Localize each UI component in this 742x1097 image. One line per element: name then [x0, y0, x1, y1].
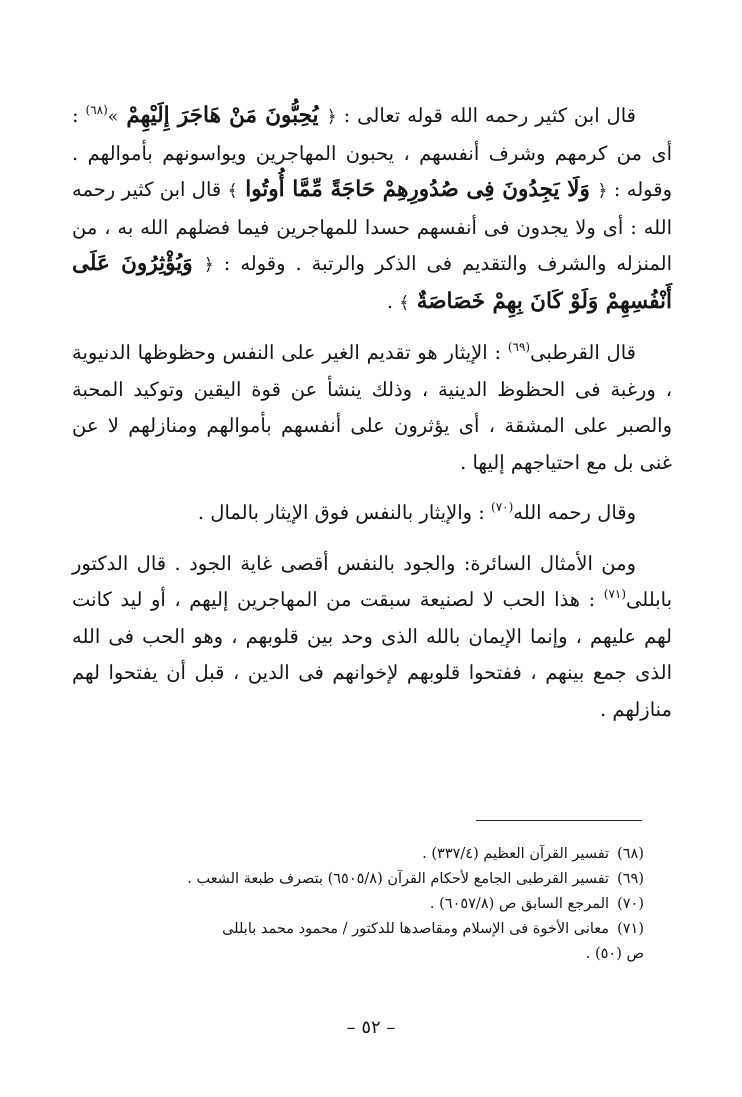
- footnote-number: (٦٨): [617, 846, 644, 862]
- text-run: قال ابن كثير رحمه الله : أى ولا يجدون فى أنفسهم حسدا للمهاجرين فيما فضلهم الله به ، من المنزله والشرف والتقديم فى الذكر والرتبة . وقوله :: [72, 178, 672, 275]
- paragraph-4: [72, 546, 672, 729]
- quran-close-bracket: ﴾: [399, 292, 410, 313]
- quran-close-bracket: »: [107, 107, 119, 127]
- footnote-text: معانى الأخوة فى الإسلام ومقاصدها للدكتور / محمود محمد بابللى: [222, 921, 610, 937]
- footnote-70: [74, 892, 644, 917]
- text-run: : الإيثار هو تقديم الغير على النفس وحظوظها الدنيوية ، ورغبة فى الحظوظ الدينية ، وذلك ينشأ عن قوة اليقين وتوكيد المحبة والصبر على المشقة ، أى يؤثرون على أنفسهم بأموالهم ومنازلهم لا عن غنى بل مع احتياجهم إليها .: [72, 341, 672, 474]
- quran-open-bracket: ﴿: [203, 255, 214, 275]
- footnote-text: تفسير القرآن العظيم (٣٣٧/٤) .: [422, 846, 610, 862]
- text-run: : والإيثار بالنفس فوق الإيثار بالمال .: [197, 501, 492, 524]
- page-number: – ٥٢ –: [346, 1017, 396, 1038]
- footnote-71-continuation: ص (٥٠) .: [585, 946, 644, 962]
- footnote-text: تفسير القرطبى الجامع لأحكام القرآن (٦٥٠٥/٨) بتصرف طبعة الشعب .: [187, 871, 610, 887]
- text-run: : أى من كرمهم وشرف أنفسهم ، يحبون المهاجرين ويواسونهم بأموالهم . وقوله :: [72, 104, 672, 201]
- paragraph-1: [72, 98, 672, 321]
- paragraph-3: [72, 495, 672, 532]
- quran-verse: وَلَا يَجِدُونَ فِى صُدُورِهِمْ حَاجَةً مِّمَّا أُوتُوا: [237, 177, 598, 202]
- text-run: قال القرطبى: [530, 341, 636, 364]
- text-run: ومن الأمثال السائرة: والجود بالنفس أقصى غاية الجود . قال الدكتور بابللى: [72, 551, 672, 611]
- footnote-71: [74, 917, 644, 942]
- text-run: قال ابن كثير رحمه الله قوله تعالى :: [336, 104, 636, 127]
- quran-open-bracket: ﴿: [326, 107, 337, 127]
- paragraph-2: [72, 335, 672, 481]
- footnote-number: (٧١): [617, 921, 644, 937]
- footnote-ref: (٦٩): [507, 340, 531, 354]
- quran-verse: يُحِبُّونَ مَنْ هَاجَرَ إِلَيْهِمْ: [118, 103, 327, 128]
- main-text: [72, 98, 672, 742]
- footnote-69: [74, 867, 644, 892]
- footnotes: [74, 842, 644, 967]
- text-run: .: [386, 289, 400, 313]
- quran-close-bracket: ﴾: [227, 181, 238, 201]
- footnote-ref: (٧١): [603, 587, 627, 601]
- quran-open-bracket: ﴿: [597, 181, 608, 201]
- text-run: : هذا الحب لا لصنيعة سبقت من المهاجرين إليهم ، أو ليد كانت لهم عليهم ، وإنما الإيمان بالله الذى وحد بين قلوبهم ، وهو الحب فى الله الذى جمع بينهم ، ففتحوا قلوبهم لإخوانهم فى الدين ، قبل أن يفتحوا لهم منازلهم .: [72, 588, 672, 721]
- footnote-ref: (٦٨): [85, 103, 108, 117]
- footnote-ref: (٧٠): [491, 500, 514, 514]
- footnote-text: المرجع السابق ص (٦٠٥٧/٨) .: [429, 896, 610, 912]
- footnote-separator: [476, 820, 642, 821]
- footnote-number: (٦٩): [617, 871, 644, 887]
- quran-verse: وَيُؤْثِرُونَ عَلَى أَنْفُسِهِمْ وَلَوْ كَانَ بِهِمْ خَصَاصَةٌ: [72, 251, 672, 314]
- footnote-number: (٧٠): [617, 896, 644, 912]
- text-run: وقال رحمه الله: [513, 501, 636, 524]
- footnote-68: [74, 842, 644, 867]
